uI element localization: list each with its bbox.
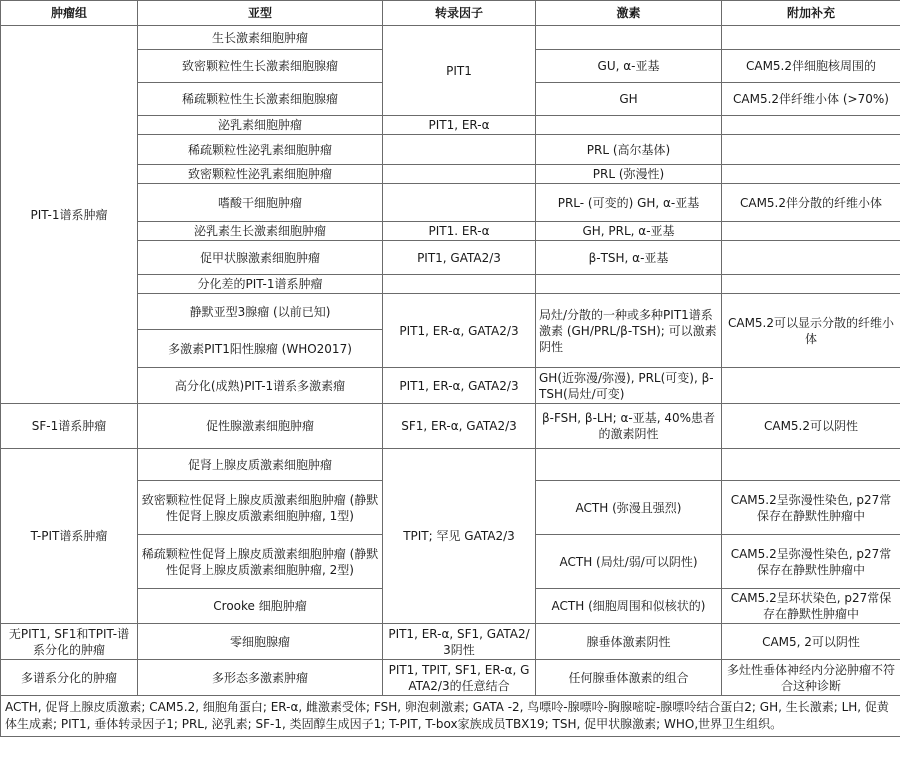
hormone-cell: PRL (高尔基体) <box>536 135 722 165</box>
header-transcription-factor: 转录因子 <box>383 1 536 26</box>
hormone-cell: PRL (弥漫性) <box>536 165 722 184</box>
extra-cell <box>722 135 900 165</box>
subtype-cell: Crooke 细胞肿瘤 <box>138 589 383 624</box>
tumor-group-cell: PIT-1谱系肿瘤 <box>1 26 138 404</box>
extra-cell: CAM5.2伴细胞核周围的 <box>722 50 900 83</box>
transcription-factor-cell: PIT1 <box>383 26 536 116</box>
hormone-cell: GH <box>536 83 722 116</box>
transcription-factor-cell: PIT1, ER-α, GATA2/3 <box>383 368 536 404</box>
hormone-cell: β-FSH, β-LH; α-亚基, 40%患者的激素阴性 <box>536 404 722 449</box>
subtype-cell: 多激素PIT1阳性腺瘤 (WHO2017) <box>138 330 383 368</box>
header-hormone: 激素 <box>536 1 722 26</box>
hormone-cell: PRL- (可变的) GH, α-亚基 <box>536 184 722 222</box>
subtype-cell: 泌乳素生长激素细胞肿瘤 <box>138 222 383 241</box>
subtype-cell: 生长激素细胞肿瘤 <box>138 26 383 50</box>
extra-cell <box>722 368 900 404</box>
transcription-factor-cell <box>383 135 536 165</box>
table-row <box>1 26 900 50</box>
subtype-cell: 嗜酸干细胞肿瘤 <box>138 184 383 222</box>
hormone-cell: 局灶/分散的一种或多种PIT1谱系激素 (GH/PRL/β-TSH); 可以激素阴性 <box>536 294 722 368</box>
extra-cell <box>722 275 900 294</box>
subtype-cell: 分化差的PIT-1谱系肿瘤 <box>138 275 383 294</box>
extra-cell <box>722 116 900 135</box>
subtype-cell: 促肾上腺皮质激素细胞肿瘤 <box>138 449 383 481</box>
subtype-cell: 稀疏颗粒性泌乳素细胞肿瘤 <box>138 135 383 165</box>
transcription-factor-cell: PIT1, TPIT, SF1, ER-α, GATA2/3的任意结合 <box>383 660 536 696</box>
extra-cell: CAM5.2可以阴性 <box>722 404 900 449</box>
transcription-factor-cell: PIT1, ER-α, SF1, GATA2/3阴性 <box>383 624 536 660</box>
transcription-factor-cell: PIT1, GATA2/3 <box>383 241 536 275</box>
extra-cell: CAM5.2呈弥漫性染色, p27常保存在静默性肿瘤中 <box>722 535 900 589</box>
hormone-cell <box>536 449 722 481</box>
hormone-cell: ACTH (弥漫且强烈) <box>536 481 722 535</box>
subtype-cell: 稀疏颗粒性促肾上腺皮质激素细胞肿瘤 (静默性促肾上腺皮质激素细胞肿瘤, 2型) <box>138 535 383 589</box>
table-row <box>1 404 900 449</box>
extra-cell <box>722 222 900 241</box>
hormone-cell: β-TSH, α-亚基 <box>536 241 722 275</box>
extra-cell: CAM5, 2可以阴性 <box>722 624 900 660</box>
subtype-cell: 泌乳素细胞肿瘤 <box>138 116 383 135</box>
hormone-cell: 腺垂体激素阴性 <box>536 624 722 660</box>
tumor-group-cell: 多谱系分化的肿瘤 <box>1 660 138 696</box>
extra-cell <box>722 165 900 184</box>
subtype-cell: 多形态多激素肿瘤 <box>138 660 383 696</box>
hormone-cell <box>536 116 722 135</box>
subtype-cell: 促甲状腺激素细胞肿瘤 <box>138 241 383 275</box>
footnote: ACTH, 促肾上腺皮质激素; CAM5.2, 细胞角蛋白; ER-α, 雌激素受体; FSH, 卵泡刺激素; GATA -2, 鸟嘌呤-腺嘌呤-胸腺嘧啶-腺嘌呤结合蛋白2; GH, 生长激素; LH, 促黄体生成素; PIT1, 垂体转录因子1; PRL, 泌乳素; SF-1, 类固醇生成因子1; T-PIT, T-box家族成员TBX19; TSH, 促甲状腺激素; WHO,世界卫生组织。 <box>1 696 900 737</box>
subtype-cell: 促性腺激素细胞肿瘤 <box>138 404 383 449</box>
transcription-factor-cell <box>383 275 536 294</box>
extra-cell <box>722 241 900 275</box>
hormone-cell: GH(近弥漫/弥漫), PRL(可变), β-TSH(局灶/可变) <box>536 368 722 404</box>
header-subtype: 亚型 <box>138 1 383 26</box>
hormone-cell: GH, PRL, α-亚基 <box>536 222 722 241</box>
subtype-cell: 致密颗粒性促肾上腺皮质激素细胞肿瘤 (静默性促肾上腺皮质激素细胞肿瘤, 1型) <box>138 481 383 535</box>
subtype-cell: 高分化(成熟)PIT-1谱系多激素瘤 <box>138 368 383 404</box>
subtype-cell: 零细胞腺瘤 <box>138 624 383 660</box>
header-tumor-group: 肿瘤组 <box>1 1 138 26</box>
extra-cell: 多灶性垂体神经内分泌肿瘤不符合这种诊断 <box>722 660 900 696</box>
extra-cell <box>722 26 900 50</box>
hormone-cell: ACTH (细胞周围和似核状的) <box>536 589 722 624</box>
transcription-factor-cell: SF1, ER-α, GATA2/3 <box>383 404 536 449</box>
table-row <box>1 624 900 660</box>
table-row <box>1 449 900 481</box>
subtype-cell: 致密颗粒性泌乳素细胞肿瘤 <box>138 165 383 184</box>
extra-cell: CAM5.2伴纤维小体 (>70%) <box>722 83 900 116</box>
extra-cell: CAM5.2呈弥漫性染色, p27常保存在静默性肿瘤中 <box>722 481 900 535</box>
footnote-row <box>1 696 900 737</box>
transcription-factor-cell: TPIT; 罕见 GATA2/3 <box>383 449 536 624</box>
hormone-cell: 任何腺垂体激素的组合 <box>536 660 722 696</box>
subtype-cell: 致密颗粒性生长激素细胞腺瘤 <box>138 50 383 83</box>
header-extra: 附加补充 <box>722 1 900 26</box>
hormone-cell: GU, α-亚基 <box>536 50 722 83</box>
transcription-factor-cell: PIT1, ER-α, GATA2/3 <box>383 294 536 368</box>
table-row <box>1 660 900 696</box>
extra-cell: CAM5.2伴分散的纤维小体 <box>722 184 900 222</box>
transcription-factor-cell: PIT1, ER-α <box>383 116 536 135</box>
extra-cell <box>722 449 900 481</box>
tumor-group-cell: T-PIT谱系肿瘤 <box>1 449 138 624</box>
hormone-cell: ACTH (局灶/弱/可以阴性) <box>536 535 722 589</box>
extra-cell: CAM5.2可以显示分散的纤维小体 <box>722 294 900 368</box>
transcription-factor-cell: PIT1. ER-α <box>383 222 536 241</box>
subtype-cell: 静默亚型3腺瘤 (以前已知) <box>138 294 383 330</box>
transcription-factor-cell <box>383 165 536 184</box>
header-row <box>1 1 900 26</box>
extra-cell: CAM5.2呈环状染色, p27常保存在静默性肿瘤中 <box>722 589 900 624</box>
transcription-factor-cell <box>383 184 536 222</box>
hormone-cell <box>536 26 722 50</box>
subtype-cell: 稀疏颗粒性生长激素细胞腺瘤 <box>138 83 383 116</box>
hormone-cell <box>536 275 722 294</box>
tumor-group-cell: 无PIT1, SF1和TPIT-谱系分化的肿瘤 <box>1 624 138 660</box>
tumor-group-cell: SF-1谱系肿瘤 <box>1 404 138 449</box>
